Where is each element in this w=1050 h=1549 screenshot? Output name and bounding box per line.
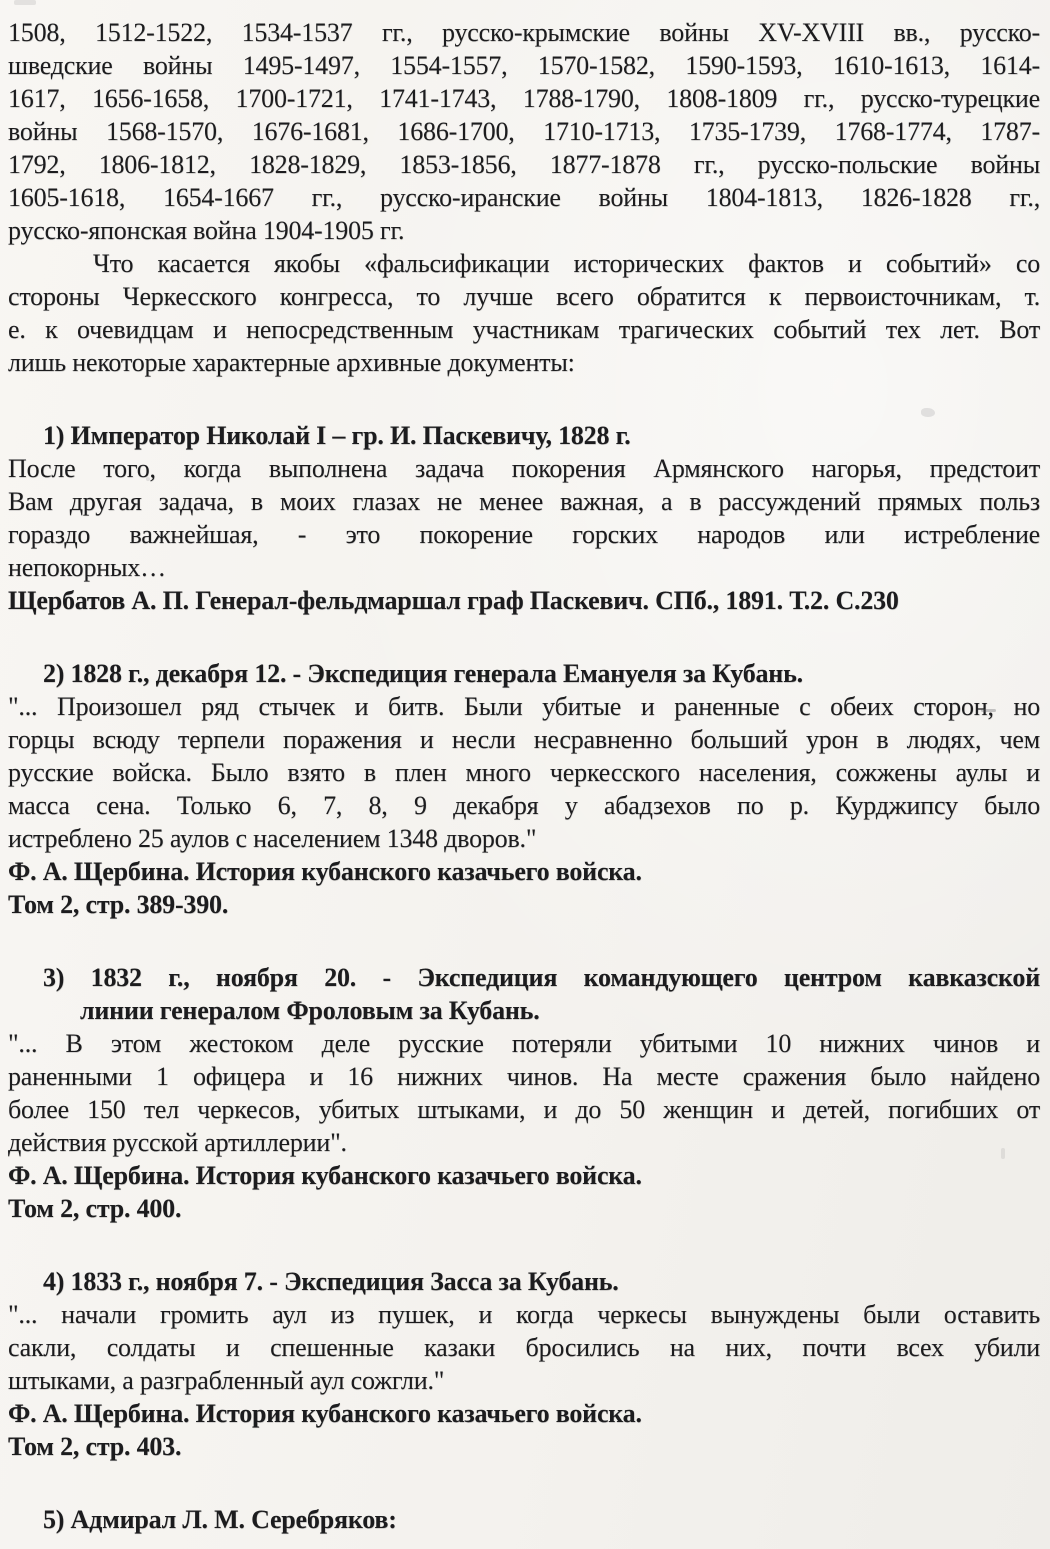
- entry-heading: [8, 1265, 1040, 1298]
- archival-entry-1: [8, 419, 1040, 617]
- text-line: раненными 1 офицера и 16 нижних чинов. На месте сражения было найдено: [8, 1062, 1040, 1091]
- heading-line: линии генералом Фроловым за Кубань.: [80, 996, 540, 1025]
- text-line: истреблено 25 аулов с населением 1348 дворов.": [8, 824, 537, 853]
- entry-body: [8, 690, 1040, 855]
- entry-body: [8, 452, 1040, 584]
- heading-line: 3) 1832 г., ноября 20. - Экспедиция командующего центром кавказской: [43, 963, 1040, 992]
- scan-artifact: [14, 0, 36, 5]
- source-line: Том 2, стр. 403.: [8, 1432, 182, 1461]
- entry-heading: [8, 1503, 1040, 1536]
- source-line: Том 2, стр. 389-390.: [8, 890, 229, 919]
- source-citation: [8, 855, 1040, 921]
- source-citation: [8, 584, 1040, 617]
- text-line: сакли, солдаты и спешенные казаки бросились на них, почти всех убили: [8, 1333, 1040, 1362]
- text-line: Вам другая задача, в моих глазах не менее важная, а в рассуждений прямых польз: [8, 487, 1040, 516]
- text-line: 1617, 1656-1658, 1700-1721, 1741-1743, 1788-1790, 1808-1809 гг., русско-турецкие: [8, 84, 1040, 113]
- text-line: русские войска. Было взято в плен много черкесского населения, сожжены аулы и: [8, 758, 1040, 787]
- text-line: После того, когда выполнена задача покорения Армянского нагорья, предстоит: [8, 454, 1040, 483]
- archival-entry-2: [8, 657, 1040, 921]
- document-text: [8, 16, 1040, 1536]
- source-line: Том 2, стр. 400.: [8, 1194, 182, 1223]
- source-line: Ф. А. Щербина. История кубанского казачьего войска.: [8, 1399, 642, 1428]
- source-line: Щербатов А. П. Генерал-фельдмаршал граф Паскевич. СПб., 1891. Т.2. С.230: [8, 586, 899, 615]
- text-line: действия русской артиллерии".: [8, 1128, 347, 1157]
- text-line: горцы всюду терпели поражения и несли несравненно больший урон в людях, чем: [8, 725, 1040, 754]
- text-line: лишь некоторые характерные архивные документы:: [8, 348, 575, 377]
- text-line: стороны Черкесского конгресса, то лучше всего обратится к первоисточникам, т.: [8, 282, 1040, 311]
- text-line: масса сена. Только 6, 7, 8, 9 декабря у абадзехов по р. Курджипсу было: [8, 791, 1040, 820]
- heading-line: 2) 1828 г., декабря 12. - Экспедиция генерала Емануеля за Кубань.: [43, 659, 803, 688]
- archival-entry-4: [8, 1265, 1040, 1463]
- text-line: Что касается якобы «фальсификации исторических фактов и событий» со: [93, 249, 1040, 278]
- text-line: е. к очевидцам и непосредственным участникам трагических событий тех лет. Вот: [8, 315, 1040, 344]
- entry-body: [8, 1298, 1040, 1397]
- heading-line: 5) Адмирал Л. М. Серебряков:: [43, 1505, 397, 1534]
- source-line: Ф. А. Щербина. История кубанского казачьего войска.: [8, 857, 642, 886]
- entry-body: [8, 1027, 1040, 1159]
- war-years-paragraph: [8, 16, 1040, 247]
- text-line: войны 1568-1570, 1676-1681, 1686-1700, 1710-1713, 1735-1739, 1768-1774, 1787-: [8, 117, 1040, 146]
- source-citation: [8, 1397, 1040, 1463]
- text-line: 1605-1618, 1654-1667 гг., русско-иранские войны 1804-1813, 1826-1828 гг.,: [8, 183, 1040, 212]
- entry-heading: [8, 419, 1040, 452]
- text-line: 1792, 1806-1812, 1828-1829, 1853-1856, 1877-1878 гг., русско-польские войны: [8, 150, 1040, 179]
- entry-heading: [8, 961, 1040, 1027]
- text-line: штыками, а разграбленный аул сожгли.": [8, 1366, 445, 1395]
- text-line: "... начали громить аул из пушек, и когда черкесы вынуждены были оставить: [8, 1300, 1040, 1329]
- heading-line: 1) Император Николай I – гр. И. Паскевичу, 1828 г.: [43, 421, 631, 450]
- heading-line: 4) 1833 г., ноября 7. - Экспедиция Засса за Кубань.: [43, 1267, 619, 1296]
- text-line: непокорных…: [8, 553, 166, 582]
- source-citation: [8, 1159, 1040, 1225]
- text-line: "... Произошел ряд стычек и битв. Были убитые и раненные с обеих сторон, но: [8, 692, 1040, 721]
- text-line: более 150 тел черкесов, убитых штыками, и до 50 женщин и детей, погибших от: [8, 1095, 1040, 1124]
- text-line: гораздо важнейшая, - это покорение горских народов или истребление: [8, 520, 1040, 549]
- text-line: "... В этом жестоком деле русские потеряли убитыми 10 нижних чинов и: [8, 1029, 1040, 1058]
- text-line: шведские войны 1495-1497, 1554-1557, 1570-1582, 1590-1593, 1610-1613, 1614-: [8, 51, 1040, 80]
- entry-heading: [8, 657, 1040, 690]
- archival-entry-5: [8, 1503, 1040, 1536]
- archival-entry-3: [8, 961, 1040, 1225]
- text-line: русско-японская война 1904-1905 гг.: [8, 216, 405, 245]
- text-line: 1508, 1512-1522, 1534-1537 гг., русско-крымские войны XV-XVIII вв., русско-: [8, 18, 1040, 47]
- source-line: Ф. А. Щербина. История кубанского казачьего войска.: [8, 1161, 642, 1190]
- falsification-paragraph: [8, 247, 1040, 379]
